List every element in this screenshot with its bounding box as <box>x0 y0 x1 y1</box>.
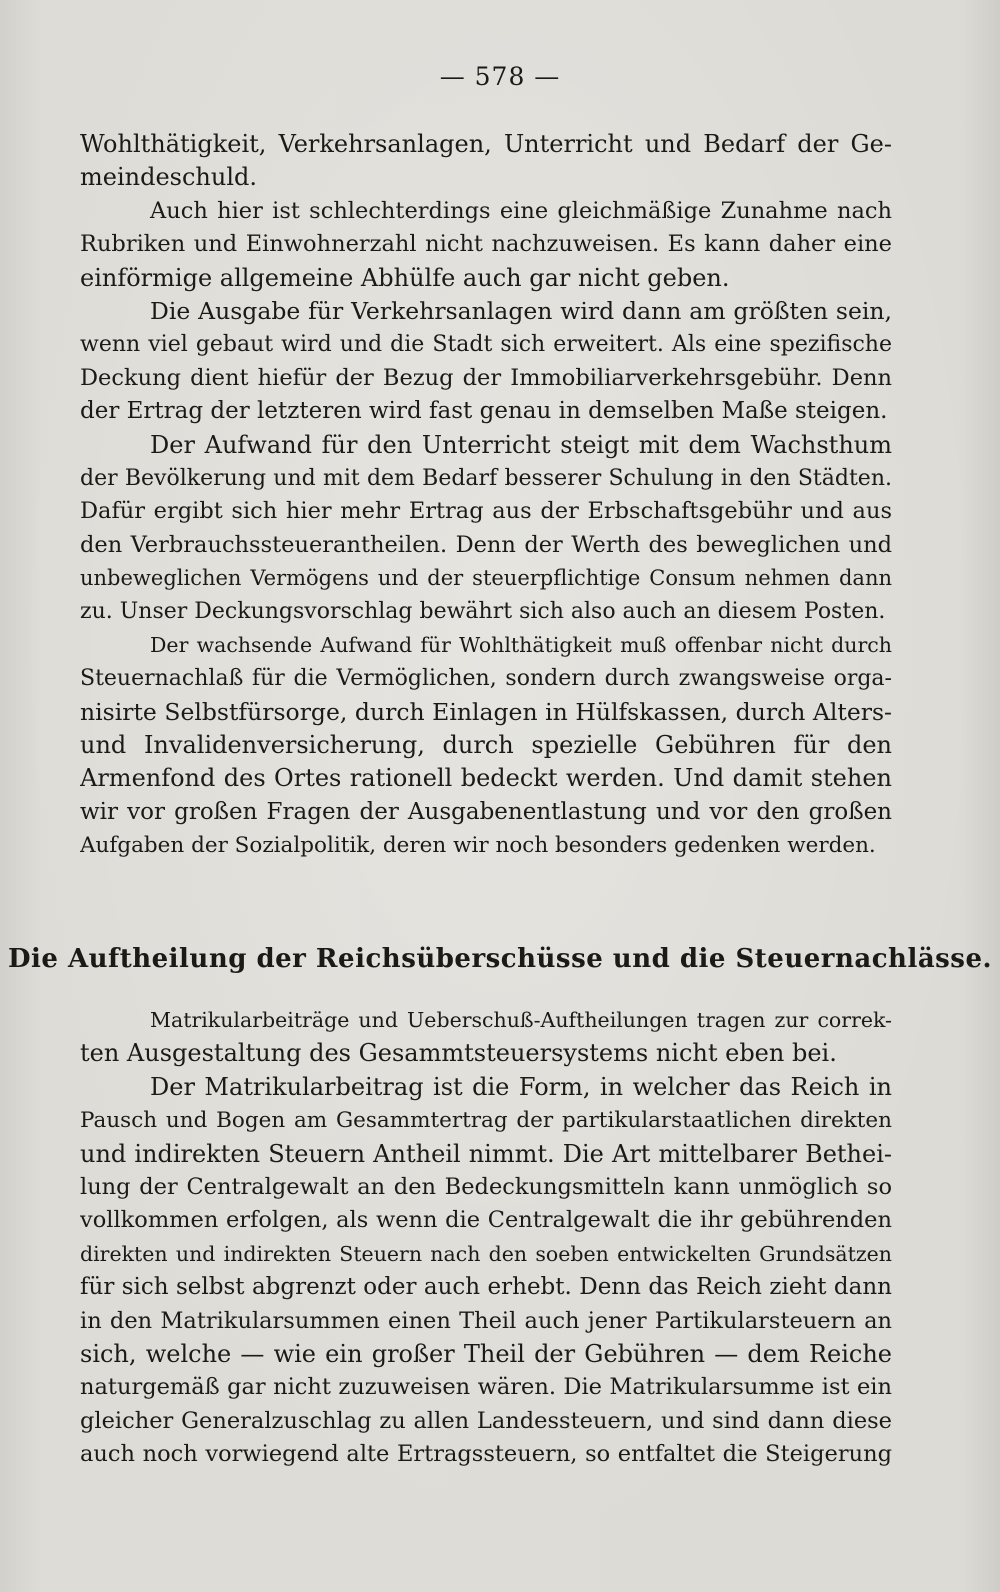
text-line: den Verbrauchssteuerantheilen. Denn der Werth des beweglichen und <box>80 531 892 558</box>
text-line: und Invalidenversicherung, durch spezielle Gebühren für den <box>80 731 892 760</box>
text-line: Rubriken und Einwohnerzahl nicht nachzuweisen. Es kann daher eine <box>80 231 892 258</box>
text-line: Dafür ergibt sich hier mehr Ertrag aus der Erbschaftsgebühr und aus <box>80 498 892 525</box>
text-line: Matrikularbeiträge und Ueberschuß-Auftheilungen tragen zur correk- <box>150 1008 892 1032</box>
text-line: wenn viel gebaut wird und die Stadt sich erweitert. Als eine spezifische <box>80 332 892 358</box>
text-line: nisirte Selbstfürsorge, durch Einlagen in Hülfskassen, durch Alters- <box>80 697 892 726</box>
text-line: der Bevölkerung und mit dem Bedarf besserer Schulung in den Städten. <box>80 465 892 491</box>
text-line: Wohlthätigkeit, Verkehrsanlagen, Unterricht und Bedarf der Ge- <box>80 130 892 158</box>
text-line: wir vor großen Fragen der Ausgabenentlastung und vor den großen <box>80 798 892 825</box>
text-line: direkten und indirekten Steuern nach den soeben entwickelten Grundsätzen <box>80 1241 892 1266</box>
page-number: — 578 — <box>439 62 561 91</box>
text-line: meindeschuld. <box>80 163 257 192</box>
text-line: Aufgaben der Sozialpolitik, deren wir noch besonders gedenken werden. <box>80 833 876 859</box>
section-text-2 <box>80 1004 892 1471</box>
text-line: vollkommen erfolgen, als wenn die Centralgewalt die ihr gebührenden <box>80 1207 892 1234</box>
text-line: Deckung dient hiefür der Bezug der Immobiliarverkehrsgebühr. Denn <box>80 364 892 391</box>
text-line: gleicher Generalzuschlag zu allen Landessteuern, und sind dann diese <box>80 1407 892 1434</box>
section-heading: Die Auftheilung der Reichsüberschüsse und die Steuernachlässe. <box>7 944 993 974</box>
text-line: Der wachsende Aufwand für Wohlthätigkeit muß offenbar nicht durch <box>150 632 892 657</box>
text-line: naturgemäß gar nicht zuzuweisen wären. Die Matrikularsumme ist ein <box>80 1374 892 1401</box>
text-line: ten Ausgestaltung des Gesammtsteuersystems nicht eben bei. <box>80 1039 837 1068</box>
text-line: Die Ausgabe für Verkehrsanlagen wird dann am größten sein, <box>150 296 892 325</box>
text-line: und indirekten Steuern Antheil nimmt. Die Art mittelbarer Bethei- <box>80 1139 892 1168</box>
text-line: Armenfond des Ortes rationell bedeckt werden. Und damit stehen <box>80 764 892 793</box>
text-line: sich, welche — wie ein großer Theil der Gebühren — dem Reiche <box>80 1339 892 1368</box>
text-line: Der Aufwand für den Unterricht steigt mit dem Wachsthum <box>150 430 892 459</box>
text-line: unbeweglichen Vermögens und der steuerpflichtige Consum nehmen dann <box>80 566 892 591</box>
text-line: einförmige allgemeine Abhülfe auch gar nicht geben. <box>80 263 730 292</box>
text-line: für sich selbst abgrenzt oder auch erhebt. Denn das Reich zieht dann <box>80 1274 892 1301</box>
text-line: Der Matrikularbeitrag ist die Form, in welcher das Reich in <box>150 1072 892 1101</box>
text-line: der Ertrag der letzteren wird fast genau in demselben Maße steigen. <box>80 398 888 425</box>
text-line: zu. Unser Deckungsvorschlag bewährt sich also auch an diesem Posten. <box>80 599 886 625</box>
text-line: Steuernachlaß für die Vermöglichen, sondern durch zwangsweise orga- <box>80 666 892 692</box>
section-text-1 <box>80 128 892 863</box>
text-line: Pausch und Bogen am Gesammtertrag der partikularstaatlichen direkten <box>80 1108 892 1134</box>
text-line: in den Matrikularsummen einen Theil auch jener Partikularsteuern an <box>80 1307 892 1334</box>
text-line: Auch hier ist schlechterdings eine gleichmäßige Zunahme nach <box>150 197 892 224</box>
text-line: lung der Centralgewalt an den Bedeckungsmitteln kann unmöglich so <box>80 1173 892 1200</box>
text-line: auch noch vorwiegend alte Ertragssteuern, so entfaltet die Steigerung <box>80 1441 892 1468</box>
